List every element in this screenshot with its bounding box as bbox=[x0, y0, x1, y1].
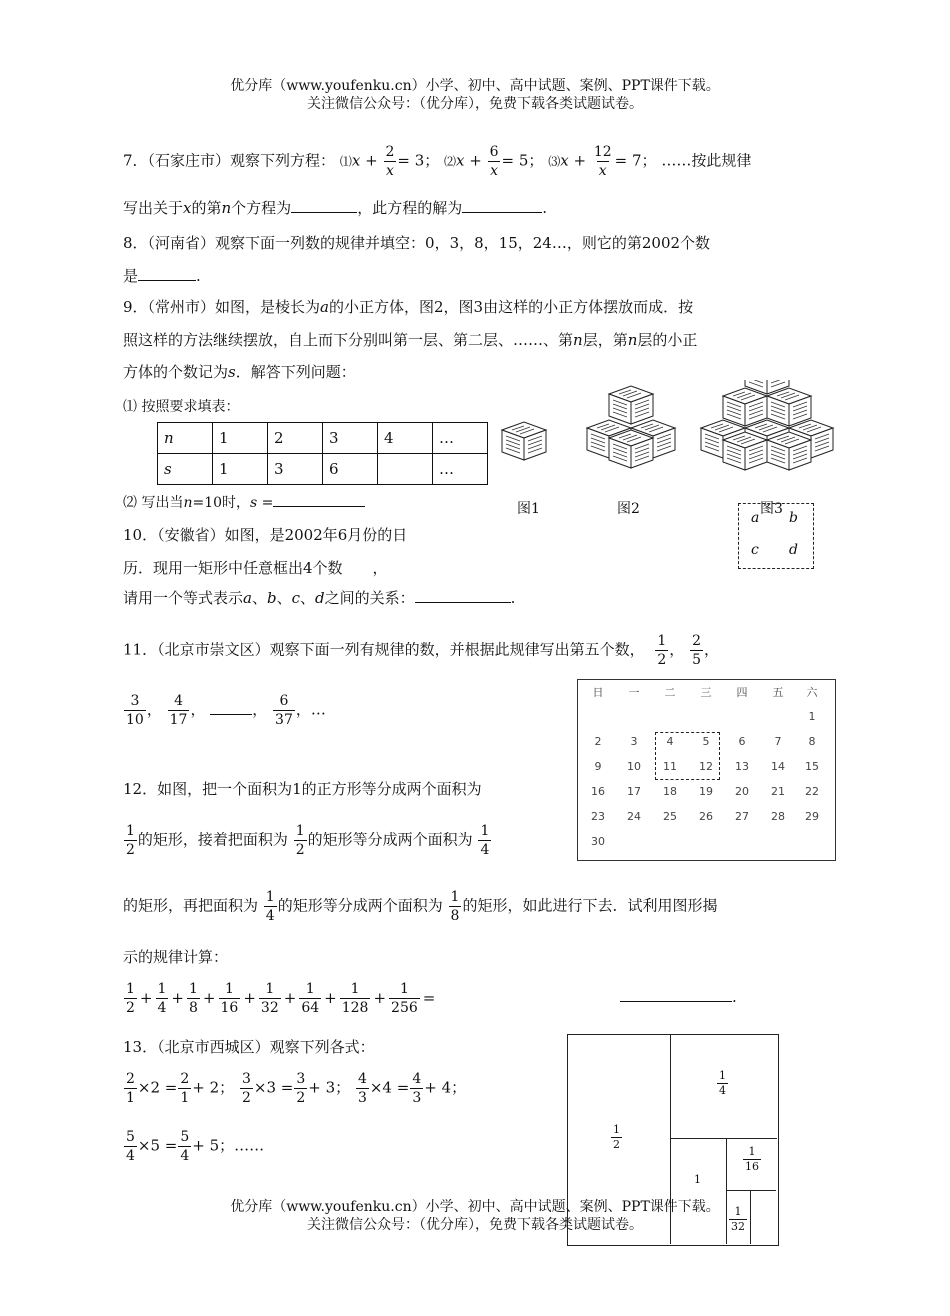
calendar-weekday: 日 bbox=[592, 686, 604, 699]
q11-frac-5: $\frac{6}{37}$ bbox=[275, 693, 293, 728]
footer-line-1: 优分库（www.youfenku.cn）小学、初中、高中试题、案例、PPT课件下载。 bbox=[230, 1199, 720, 1215]
q11-line2: $\frac{3}{10}$ ， $\frac{4}{17}$ ， ， $\frac{6}{37}$ ，… bbox=[126, 693, 326, 728]
header-line-2: 关注微信公众号：（优分库），免费下载各类试题试卷。 bbox=[307, 96, 643, 112]
q11-answer-blank[interactable] bbox=[210, 702, 252, 715]
calendar-day: 28 bbox=[771, 810, 785, 823]
q10-answer-blank[interactable] bbox=[415, 590, 511, 603]
q13-row2: $\frac{5}{4}$ ×5 = $\frac{5}{4}$ + 5；…… bbox=[126, 1129, 265, 1164]
calendar-day: 6 bbox=[738, 735, 746, 748]
calendar-day: 4 bbox=[666, 735, 674, 748]
abcd-box: a b c d bbox=[738, 503, 814, 569]
q11-frac-2: $\frac{2}{5}$ bbox=[692, 633, 702, 668]
q7-frac-2: $\frac{6}{x}$ bbox=[489, 144, 499, 179]
table-cell: … bbox=[433, 454, 488, 485]
calendar-day: 29 bbox=[805, 810, 819, 823]
calendar-day: 5 bbox=[702, 735, 710, 748]
sum-term: $\frac{1}{4}$ bbox=[157, 981, 167, 1016]
label-thirtysecond: $\frac{1}{32}$ bbox=[731, 1205, 745, 1233]
table-cell: 1 bbox=[213, 423, 268, 454]
q11-line1: 11．（北京市崇文区）观察下面一列有规律的数，并根据此规律写出第五个数， $\frac{1}{2}$ ， $\frac{2}{5}$ ， bbox=[123, 633, 720, 668]
sum-term: $\frac{1}{128}$ bbox=[341, 981, 369, 1016]
q7-frac-3: $\frac{12}{x}$ bbox=[593, 144, 612, 179]
q7-answer-blank-2[interactable] bbox=[462, 200, 542, 213]
q7-frac-1: $\frac{2}{x}$ bbox=[385, 144, 395, 179]
q7-line1: 7．（石家庄市）观察下列方程： ⑴x + $\frac{2}{x}$ = 3； ⑵x + $\frac{6}{x}$ = 5； ⑶x + $\frac{12}{x}$ = 7； ……按此规律 bbox=[123, 144, 752, 179]
calendar-day: 22 bbox=[805, 785, 819, 798]
q9-line1: 9．（常州市）如图，是棱长为a的小正方体，图2，图3由这样的小正方体摆放而成．按 bbox=[123, 298, 694, 316]
calendar-day: 13 bbox=[735, 760, 749, 773]
figure-2-cubes bbox=[587, 386, 675, 468]
q9-line2: 照这样的方法继续摆放，自上而下分别叫第一层、第二层、……、第n层，第n层的小正 bbox=[123, 331, 698, 349]
calendar-weekday: 三 bbox=[700, 686, 712, 699]
table-cell: 6 bbox=[323, 454, 378, 485]
q11-frac-3: $\frac{3}{10}$ bbox=[126, 693, 144, 728]
label-sixteenth: $\frac{1}{16}$ bbox=[745, 1145, 759, 1173]
q11-frac-1: $\frac{1}{2}$ bbox=[657, 633, 667, 668]
calendar-day: 1 bbox=[808, 710, 816, 723]
calendar-day: 12 bbox=[699, 760, 713, 773]
q12-answer-blank[interactable] bbox=[620, 989, 732, 1002]
q8-line2: 是 . bbox=[123, 267, 201, 285]
calendar-day: 7 bbox=[774, 735, 782, 748]
sum-term: $\frac{1}{16}$ bbox=[220, 981, 239, 1016]
calendar-day: 26 bbox=[699, 810, 713, 823]
q13-row1: $\frac{2}{1}$ ×2 = $\frac{2}{1}$ + 2； $\frac{3}{2}$ ×3 = $\frac{3}{2}$ + 3； $\frac{4}{3}$ ×4 = $\frac{4}{3}$ + 4； bbox=[126, 1071, 467, 1106]
q12-line2: $\frac{1}{2}$ 的矩形，接着把面积为 $\frac{1}{2}$ 的矩形等分成两个面积为 $\frac{1}{4}$ bbox=[126, 823, 490, 858]
q12-line1: 12．如图，把一个面积为1的正方形等分成两个面积为 bbox=[123, 780, 482, 798]
q8-line1: 8．（河南省）观察下面一列数的规律并填空：0，3，8，15，24…，则它的第2002个数 bbox=[123, 234, 711, 252]
table-cell: 2 bbox=[268, 423, 323, 454]
calendar-day: 27 bbox=[735, 810, 749, 823]
q10-line3: 请用一个等式表示a、b、c、d之间的关系： . bbox=[123, 589, 516, 607]
q10-line1: 10．（安徽省）如图，是2002年6月份的日 bbox=[123, 526, 408, 544]
q12-line4: 示的规律计算： bbox=[123, 948, 229, 966]
figure-1-caption: 图1 bbox=[517, 501, 540, 517]
sum-term: $\frac{1}{2}$ bbox=[126, 981, 135, 1016]
calendar-weekday: 四 bbox=[736, 686, 748, 699]
table-cell: … bbox=[433, 423, 488, 454]
q9-sub1: ⑴ 按照要求填表： bbox=[123, 399, 240, 415]
calendar-day: 3 bbox=[630, 735, 638, 748]
figure-2-caption: 图2 bbox=[617, 501, 640, 517]
calendar-day: 15 bbox=[805, 760, 819, 773]
calendar-day: 25 bbox=[663, 810, 677, 823]
calendar-day: 17 bbox=[627, 785, 641, 798]
q12-line3: 的矩形，再把面积为 $\frac{1}{4}$ 的矩形等分成两个面积为 $\frac{1}{8}$ 的矩形，如此进行下去．试利用图形揭 bbox=[123, 889, 718, 924]
sum-term: $\frac{1}{8}$ bbox=[189, 981, 198, 1016]
q9-table bbox=[157, 422, 488, 485]
q7-answer-blank-1[interactable] bbox=[291, 200, 357, 213]
q10-line2: 历．现用一矩形中任意框出4个数 ， bbox=[123, 559, 388, 577]
calendar-day: 30 bbox=[591, 835, 605, 848]
label-eighth-partial: 1 bbox=[694, 1173, 701, 1186]
q13-line1: 13．（北京市西城区）观察下列各式： bbox=[123, 1038, 375, 1056]
q9-sub2: ⑵ 写出当n=10时，s = bbox=[123, 492, 365, 512]
label-half: $\frac{1}{2}$ bbox=[613, 1123, 620, 1151]
q12-answer: . bbox=[620, 988, 737, 1006]
calendar-day: 24 bbox=[627, 810, 641, 823]
cube-figures bbox=[495, 380, 840, 480]
label-quarter: $\frac{1}{4}$ bbox=[719, 1069, 726, 1097]
table-cell: 3 bbox=[268, 454, 323, 485]
table-cell-blank[interactable] bbox=[378, 454, 433, 485]
figure-3-caption: 图3 bbox=[760, 501, 783, 517]
footer-line-2: 关注微信公众号：（优分库），免费下载各类试题试卷。 bbox=[307, 1217, 643, 1233]
figure-3-cubes bbox=[701, 380, 833, 470]
q7-line2: 写出关于x的第n个方程为 ，此方程的解为 . bbox=[123, 199, 547, 217]
calendar-day: 20 bbox=[735, 785, 749, 798]
calendar-weekday: 一 bbox=[628, 686, 640, 699]
calendar-day: 23 bbox=[591, 810, 605, 823]
table-cell: 1 bbox=[213, 454, 268, 485]
q9-line3: 方体的个数记为s．解答下列问题： bbox=[123, 363, 356, 381]
sum-term: $\frac{1}{32}$ bbox=[260, 981, 279, 1016]
calendar-day: 10 bbox=[627, 760, 641, 773]
sum-term: $\frac{1}{64}$ bbox=[301, 981, 320, 1016]
table-cell: s bbox=[158, 454, 213, 485]
calendar-day: 16 bbox=[591, 785, 605, 798]
calendar-day: 9 bbox=[594, 760, 602, 773]
calendar-day: 14 bbox=[771, 760, 785, 773]
calendar-day: 11 bbox=[663, 760, 677, 773]
calendar-day: 18 bbox=[663, 785, 677, 798]
sum-term: $\frac{1}{256}$ bbox=[391, 981, 418, 1016]
header-line-1: 优分库（www.youfenku.cn）小学、初中、高中试题、案例、PPT课件下载。 bbox=[230, 78, 720, 94]
calendar-weekday: 六 bbox=[806, 686, 818, 699]
table-cell: 3 bbox=[323, 423, 378, 454]
calendar-day: 2 bbox=[594, 735, 602, 748]
calendar-day: 19 bbox=[699, 785, 713, 798]
q12-sum: $\frac{1}{2}$ + $\frac{1}{4}$ + $\frac{1}{8}$ + $\frac{1}{16}$ + $\frac{1}{32}$ + $\frac{1}{64}$ + $\frac{1}{128}$ + $\frac{1}{256}$ = bbox=[126, 981, 436, 1016]
q11-frac-4: $\frac{4}{17}$ bbox=[169, 693, 188, 728]
table-cell: n bbox=[158, 423, 213, 454]
calendar-day: 21 bbox=[771, 785, 785, 798]
calendar-selection-box bbox=[655, 732, 720, 780]
calendar-weekday: 二 bbox=[664, 686, 676, 699]
figure-1-cube bbox=[502, 422, 546, 460]
table-cell: 4 bbox=[378, 423, 433, 454]
calendar-day: 8 bbox=[808, 735, 816, 748]
q8-answer-blank[interactable] bbox=[138, 268, 196, 281]
calendar-weekday: 五 bbox=[772, 686, 784, 699]
q9-answer-blank[interactable] bbox=[273, 494, 365, 507]
